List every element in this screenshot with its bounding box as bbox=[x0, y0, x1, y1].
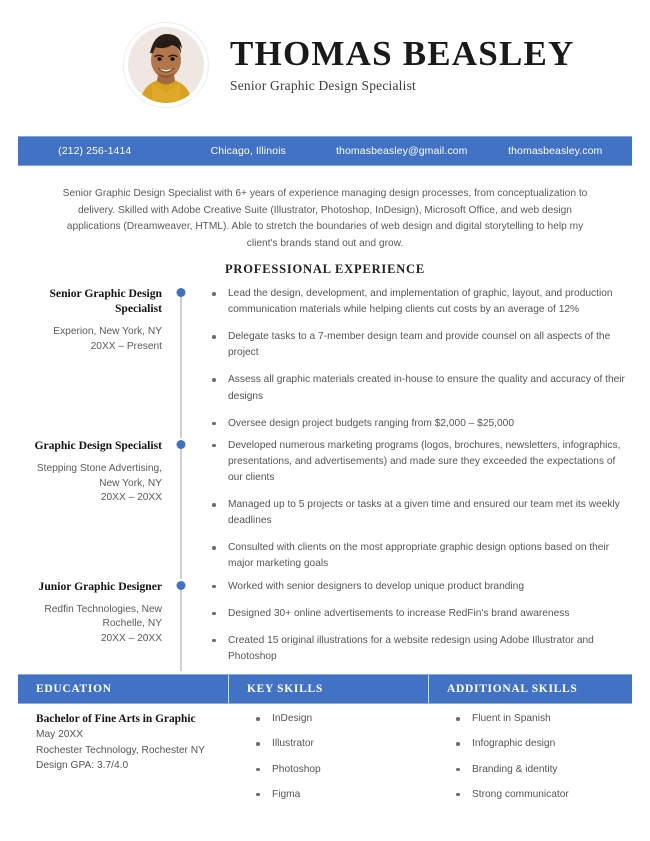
list-item: Photoshop bbox=[254, 763, 428, 777]
section-heading-key-skills: KEY SKILLS bbox=[228, 675, 428, 703]
contact-phone[interactable]: (212) 256-1414 bbox=[58, 145, 132, 157]
timeline-dot-icon bbox=[177, 288, 186, 297]
education-gpa: Design GPA: 3.7/4.0 bbox=[36, 760, 129, 772]
list-item: Designed 30+ online advertisements to increase RedFin's brand awareness bbox=[210, 606, 632, 622]
header-text-block bbox=[230, 33, 575, 95]
list-item: Consulted with clients on the most appropriate graphic design options based on their major marketing goals bbox=[210, 540, 632, 572]
education-column bbox=[18, 712, 228, 813]
list-item: Assess all graphic materials created in-house to ensure the quality and accuracy of their designs bbox=[210, 372, 632, 404]
list-item: Worked with senior designers to develop unique product branding bbox=[210, 579, 632, 595]
job-company: Stepping Stone Advertising, New York, NY bbox=[36, 462, 162, 489]
list-item: Managed up to 5 projects or tasks at a given time and ensured our team met its weekly deadlines bbox=[210, 497, 632, 529]
contact-website[interactable]: thomasbeasley.com bbox=[508, 145, 603, 157]
list-item: Fluent in Spanish bbox=[454, 712, 632, 726]
contact-location: Chicago, Illinois bbox=[210, 145, 286, 157]
experience-entry-meta bbox=[18, 438, 180, 579]
experience-entry bbox=[18, 579, 632, 671]
contact-email[interactable]: thomasbeasley@gmail.com bbox=[336, 145, 468, 157]
list-item: Illustrator bbox=[254, 737, 428, 751]
experience-entry-bullets bbox=[182, 438, 632, 579]
education-date: May 20XX bbox=[36, 728, 83, 740]
experience-entry bbox=[18, 438, 632, 579]
additional-skills-column bbox=[428, 712, 632, 813]
job-dates: 20XX – 20XX bbox=[100, 633, 162, 645]
experience-entry-bullets bbox=[182, 579, 632, 671]
bottom-section-body bbox=[18, 712, 632, 813]
header-subtitle: Senior Graphic Design Specialist bbox=[230, 78, 416, 94]
job-title: Senior Graphic Design Specialist bbox=[49, 287, 162, 316]
page-title: THOMAS BEASLEY bbox=[230, 33, 575, 73]
portrait-photo-avatar bbox=[128, 27, 204, 103]
education-degree: Bachelor of Fine Arts in Graphic bbox=[36, 713, 196, 725]
job-dates: 20XX – Present bbox=[90, 340, 162, 352]
section-heading-experience: PROFESSIONAL EXPERIENCE bbox=[224, 262, 426, 276]
timeline-rail bbox=[180, 441, 182, 579]
professional-summary: Senior Graphic Design Specialist with 6+ years of experience managing design processes, from conceptualization to delivery. Skilled with Adobe Creative Suite (Illustrator, Photoshop, InDesign), Microsoft Office, and web design applications (Dreamweaver, HTML). Able to stretch the boundaries of web design and digital storytelling to help my client's brands stand out and grow. bbox=[62, 188, 588, 249]
portrait-photo-icon bbox=[128, 27, 204, 103]
section-heading-education: EDUCATION bbox=[36, 683, 112, 695]
job-title: Junior Graphic Designer bbox=[38, 579, 162, 593]
job-dates: 20XX – 20XX bbox=[100, 492, 162, 504]
section-heading-additional-skills: ADDITIONAL SKILLS bbox=[428, 675, 632, 703]
job-company: Redfin Technologies, New Rochelle, NY bbox=[44, 603, 162, 630]
key-skills-column bbox=[228, 712, 428, 813]
list-item: Branding & identity bbox=[454, 763, 632, 777]
list-item: Strong communicator bbox=[454, 788, 632, 802]
list-item: Lead the design, development, and implementation of graphic, layout, and production communication materials while helping clients cut costs by an average of 12% bbox=[210, 286, 632, 318]
list-item: Delegate tasks to a 7-member design team and provide counsel on all aspects of the project bbox=[210, 329, 632, 361]
list-item: InDesign bbox=[254, 712, 428, 726]
experience-entry bbox=[18, 286, 632, 438]
list-item: Figma bbox=[254, 788, 428, 802]
experience-entry-meta bbox=[18, 286, 180, 438]
list-item: Created 15 original illustrations for a website redesign using Adobe Illustrator and Photoshop bbox=[210, 633, 632, 665]
education-school: Rochester Technology, Rochester NY bbox=[36, 744, 205, 756]
timeline-rail bbox=[180, 289, 182, 438]
list-item: Oversee design project budgets ranging from $2,000 – $25,000 bbox=[210, 416, 632, 432]
job-company: Experion, New York, NY bbox=[53, 326, 162, 338]
timeline-dot-icon bbox=[177, 581, 186, 590]
experience-entry-meta bbox=[18, 579, 180, 671]
job-title: Graphic Design Specialist bbox=[34, 438, 162, 452]
experience-entry-bullets bbox=[182, 286, 632, 438]
list-item: Developed numerous marketing programs (logos, brochures, newsletters, infographics, presentations, and advertisements) and made sure they exceeded the expectations of our clients bbox=[210, 438, 632, 486]
contact-bar bbox=[18, 136, 632, 166]
resume-header bbox=[18, 0, 632, 100]
experience-section bbox=[18, 286, 632, 671]
list-item: Infographic design bbox=[454, 737, 632, 751]
timeline-dot-icon bbox=[177, 440, 186, 449]
bottom-section-headers bbox=[18, 674, 632, 704]
timeline-rail bbox=[180, 582, 182, 671]
